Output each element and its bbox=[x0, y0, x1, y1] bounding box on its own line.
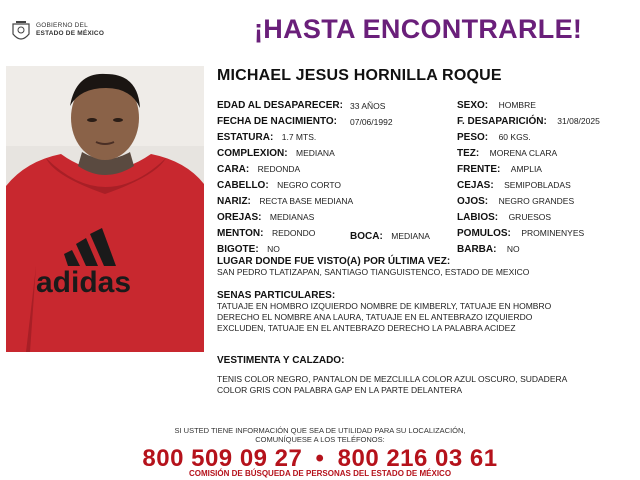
menton-value: REDONDO bbox=[271, 228, 316, 238]
complexion-label: COMPLEXION: bbox=[217, 148, 288, 159]
clothing-line-2: COLOR GRIS CON PALABRA GAP EN LA PARTE DELANTERA bbox=[217, 385, 463, 395]
menton-label: MENTON: bbox=[217, 228, 264, 239]
gov-line-2: ESTADO DE MÉXICO bbox=[36, 30, 105, 37]
commission-footer: COMISIÓN DE BÚSQUEDA DE PERSONAS DEL ESTADO DE MÉXICO bbox=[188, 469, 452, 478]
last-seen-value: SAN PEDRO TLATIZAPAN, SANTIAGO TIANGUISTENCO, ESTADO DE MEXICO bbox=[217, 267, 530, 277]
fdesap-label: F. DESAPARICIÓN: bbox=[457, 116, 547, 127]
ojos-value: NEGRO GRANDES bbox=[498, 196, 575, 206]
phone-2[interactable]: 800 216 03 61 bbox=[337, 445, 498, 472]
last-seen-section bbox=[217, 256, 529, 278]
contact-notice bbox=[0, 426, 640, 444]
marks-section bbox=[217, 290, 551, 334]
nariz-value: RECTA BASE MEDIANA bbox=[259, 196, 354, 206]
cabello-label: CABELLO: bbox=[217, 180, 269, 191]
barba-value: NO bbox=[506, 244, 520, 254]
bigote-value: NO bbox=[267, 244, 280, 254]
fecha-nac-value-wrap bbox=[350, 112, 393, 130]
tez-label: TEZ: bbox=[457, 148, 480, 159]
estatura-label: ESTATURA: bbox=[217, 132, 274, 143]
field-barba bbox=[457, 239, 520, 257]
svg-text:adidas: adidas bbox=[36, 266, 132, 299]
cejas-value: SEMIPOBLADAS bbox=[504, 180, 571, 190]
clothing-section bbox=[217, 355, 567, 396]
clothing-label: VESTIMENTA Y CALZADO: bbox=[217, 355, 345, 366]
edad-label: EDAD AL DESAPARECER: bbox=[217, 100, 343, 111]
last-seen-label: LUGAR DONDE FUE VISTO(A) POR ÚLTIMA VEZ: bbox=[217, 256, 451, 267]
orejas-label: OREJAS: bbox=[217, 212, 262, 223]
person-name: MICHAEL JESUS HORNILLA ROQUE bbox=[217, 67, 502, 84]
frente-value: AMPLIA bbox=[510, 164, 542, 174]
phone-1[interactable]: 800 509 09 27 bbox=[142, 445, 303, 472]
frente-label: FRENTE: bbox=[457, 164, 501, 175]
fecha-nac-value: 07/06/1992 bbox=[350, 117, 393, 127]
notice-line-2: COMUNÍQUESE A LOS TELÉFONOS: bbox=[255, 435, 385, 444]
marks-line-1: TATUAJE EN HOMBRO IZQUIERDO NOMBRE DE KIMBERLY, TATUAJE EN HOMBRO bbox=[217, 301, 552, 311]
phone-separator: • bbox=[315, 445, 325, 472]
edad-value: 33 AÑOS bbox=[350, 101, 386, 111]
notice-line-1: SI USTED TIENE INFORMACIÓN QUE SEA DE UTILIDAD PARA SU LOCALIZACIÓN, bbox=[174, 426, 466, 435]
boca-value: MEDIANA bbox=[391, 231, 430, 241]
bigote-label: BIGOTE: bbox=[217, 244, 259, 255]
sexo-value: HOMBRE bbox=[498, 100, 536, 110]
boca-label: BOCA: bbox=[350, 231, 383, 242]
ojos-label: OJOS: bbox=[457, 196, 489, 207]
field-boca bbox=[350, 226, 430, 244]
fecha-nac-label: FECHA DE NACIMIENTO: bbox=[217, 116, 337, 127]
orejas-value: MEDIANAS bbox=[269, 212, 315, 222]
marks-label: SENAS PARTICULARES: bbox=[217, 290, 336, 301]
nariz-label: NARIZ: bbox=[217, 196, 251, 207]
field-bigote bbox=[217, 239, 280, 257]
person-photo bbox=[6, 66, 204, 352]
pomulos-label: POMULOS: bbox=[457, 228, 511, 239]
banner-title: ¡HASTA ENCONTRARLE! bbox=[254, 14, 583, 44]
cara-value: REDONDA bbox=[257, 164, 301, 174]
peso-label: PESO: bbox=[457, 132, 489, 143]
complexion-value: MEDIANA bbox=[296, 148, 335, 158]
pomulos-value: PROMINENYES bbox=[521, 228, 585, 238]
cejas-label: CEJAS: bbox=[457, 180, 494, 191]
coat-of-arms-icon bbox=[10, 20, 32, 44]
marks-line-3: EXCLUDEN, TATUAJE EN EL ANTEBRAZO DERECHO LA PALABRA ACIDEZ bbox=[217, 323, 516, 333]
peso-value: 60 KGS. bbox=[498, 132, 531, 142]
estatura-value: 1.7 MTS. bbox=[281, 132, 317, 142]
fdesap-value: 31/08/2025 bbox=[557, 116, 600, 126]
gov-line-1: GOBIERNO DEL bbox=[36, 22, 88, 29]
barba-label: BARBA: bbox=[457, 244, 497, 255]
labios-label: LABIOS: bbox=[457, 212, 499, 223]
tez-value: MORENA CLARA bbox=[489, 148, 558, 158]
cabello-value: NEGRO CORTO bbox=[277, 180, 342, 190]
government-logo bbox=[10, 20, 120, 46]
cara-label: CARA: bbox=[217, 164, 250, 175]
sexo-label: SEXO: bbox=[457, 100, 489, 111]
clothing-line-1: TENIS COLOR NEGRO, PANTALON DE MEZCLILLA COLOR AZUL OSCURO, SUDADERA bbox=[217, 374, 568, 384]
marks-line-2: DERECHO EL NOMBRE ANA LAURA, TATUAJE EN EL ANTEBRAZO IZQUIERDO bbox=[217, 312, 533, 322]
labios-value: GRUESOS bbox=[508, 212, 552, 222]
